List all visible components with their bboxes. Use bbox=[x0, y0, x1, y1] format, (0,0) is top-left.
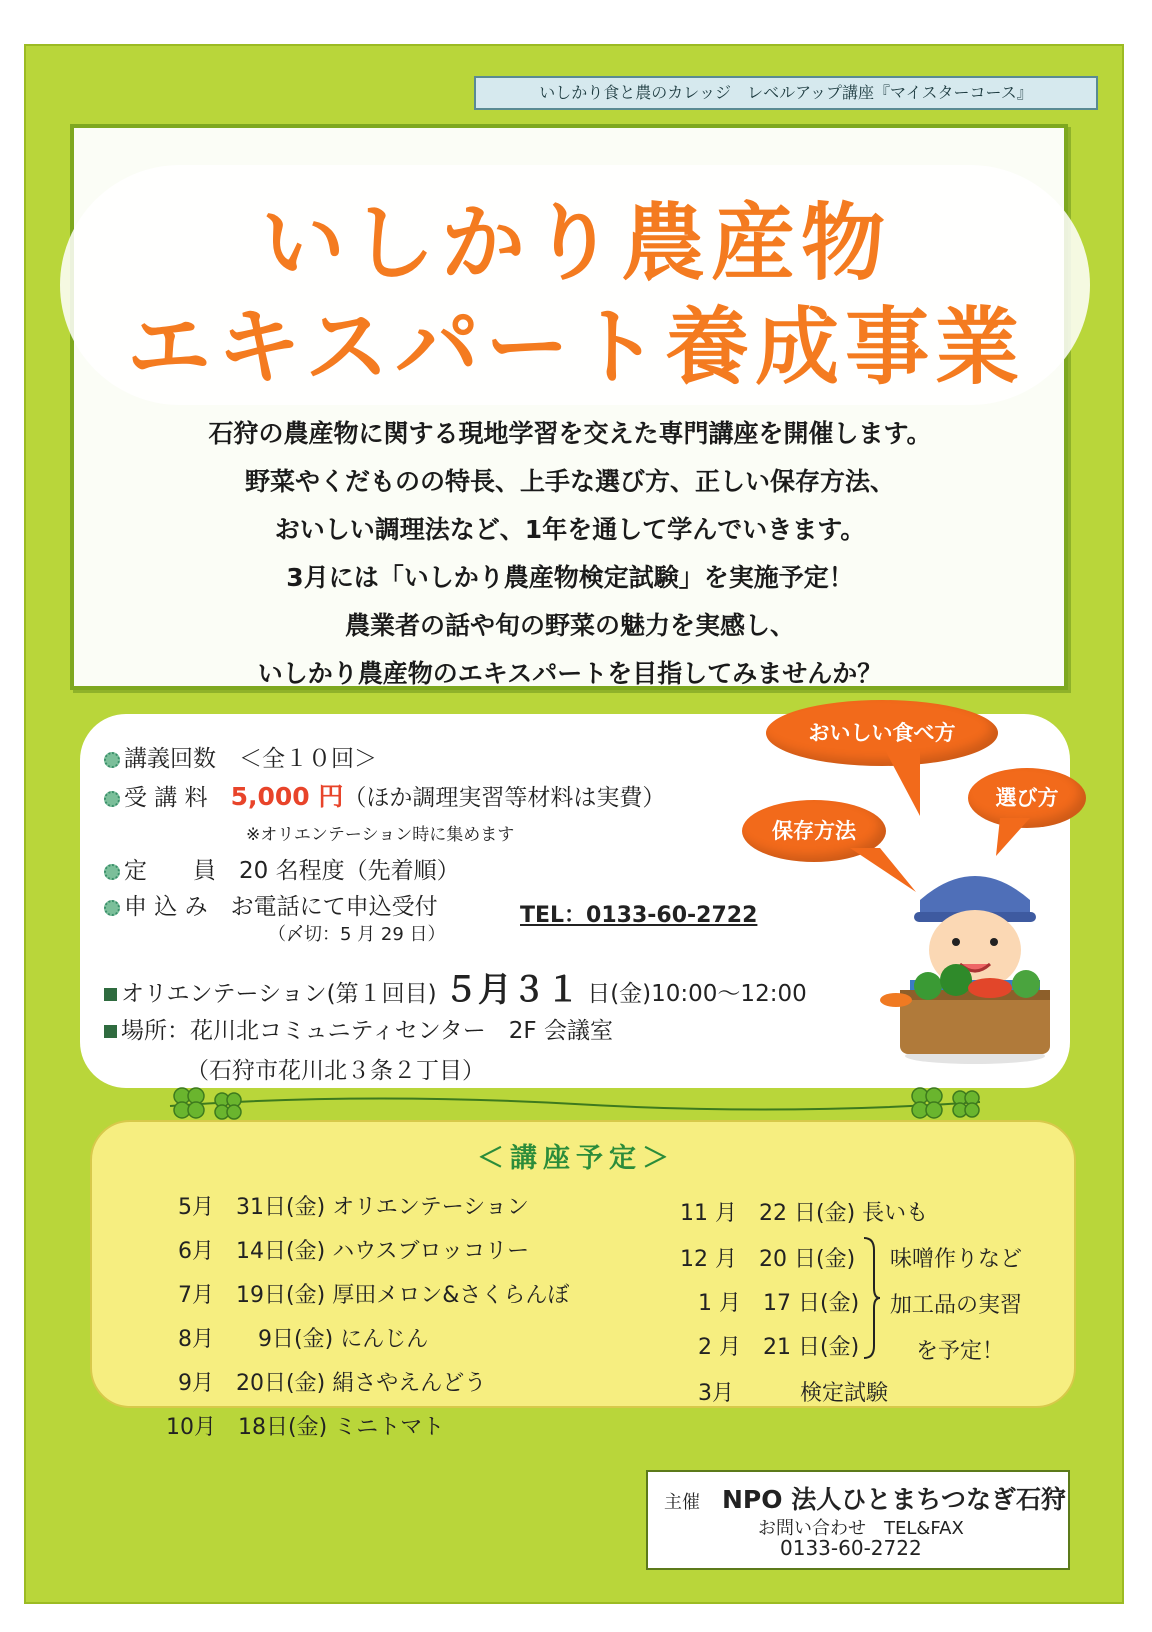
place-row bbox=[104, 1012, 613, 1045]
title-line-1: いしかり農産物 bbox=[260, 194, 891, 292]
sessions-label: 講義回数 bbox=[124, 746, 216, 772]
bubble-store: 保存方法 bbox=[742, 800, 886, 862]
bullet-icon bbox=[104, 791, 120, 807]
intro-line: 農業者の話や旬の野菜の魅力を実感し、 bbox=[344, 611, 795, 640]
bullet-icon bbox=[104, 864, 120, 880]
farmer-illustration bbox=[880, 860, 1070, 1070]
apply-deadline: （〆切：5 月 29 日） bbox=[268, 924, 446, 945]
intro-line: 3月には「いしかり農産物検定試験」を実施予定！ bbox=[286, 563, 854, 592]
orientation-date: ５月３１ bbox=[443, 970, 580, 1010]
schedule-item: 9月 20日(金) 絹さやえんどう bbox=[178, 1371, 487, 1396]
schedule-item: 7月 19日(金) 厚田メロン&さくらんぼ bbox=[178, 1283, 570, 1308]
bubble-tasty: おいしい食べ方 bbox=[766, 700, 998, 766]
organizer-name: NPO 法人ひとまちつなぎ石狩 bbox=[722, 1485, 1066, 1514]
intro-text bbox=[100, 410, 1040, 698]
bubble-tail bbox=[880, 750, 940, 820]
organizer-label: 主催 bbox=[664, 1492, 700, 1513]
fee-row bbox=[104, 777, 665, 813]
clover-vine-decoration bbox=[160, 1082, 990, 1122]
bullet-icon bbox=[104, 752, 120, 768]
square-bullet-icon bbox=[104, 1025, 117, 1038]
group-note-line: を予定！ bbox=[916, 1339, 1005, 1364]
capacity-value: 20 名程度（先着順） bbox=[239, 858, 460, 884]
sessions-row bbox=[104, 740, 377, 773]
fee-value: 5,000 円 bbox=[230, 782, 344, 811]
group-bracket bbox=[860, 1236, 882, 1360]
schedule-item: 5月 31日(金) オリエンテーション bbox=[178, 1195, 529, 1220]
fee-note: （ほか調理実習等材料は実費） bbox=[343, 785, 666, 811]
apply-value: お電話にて申込受付 bbox=[230, 894, 438, 920]
capacity-row bbox=[104, 852, 460, 885]
title-line-2: エキスパート養成事業 bbox=[126, 298, 1026, 396]
schedule-item: 10月 18日(金) ミニトマト bbox=[166, 1415, 445, 1440]
intro-line: 石狩の農産物に関する現地学習を交えた専門講座を開催します。 bbox=[208, 419, 932, 448]
contact-label: お問い合わせ TEL&FAX bbox=[758, 1518, 964, 1539]
apply-row bbox=[104, 888, 438, 921]
schedule-title: ＜講座予定＞ bbox=[477, 1143, 675, 1174]
fee-label: 受 講 料 bbox=[124, 785, 208, 811]
intro-line: おいしい調理法など、1年を通して学んでいきます。 bbox=[274, 515, 866, 544]
capacity-label: 定 員 bbox=[124, 858, 216, 884]
schedule-item: 2 月 21 日(金) bbox=[698, 1335, 860, 1360]
schedule-item: 12 月 20 日(金) bbox=[680, 1247, 856, 1272]
sessions-value: ＜全１０回＞ bbox=[239, 746, 377, 772]
fee-subnote: ※オリエンテーション時に集めます bbox=[246, 825, 515, 845]
orientation-row bbox=[104, 962, 807, 1011]
intro-line: いしかり農産物のエキスパートを目指してみませんか？ bbox=[257, 659, 883, 688]
square-bullet-icon bbox=[104, 988, 117, 1001]
schedule-item: 1 月 17 日(金) bbox=[698, 1291, 860, 1316]
group-note-line: 加工品の実習 bbox=[890, 1293, 1023, 1318]
bubble-choose: 選び方 bbox=[968, 768, 1086, 828]
place-address: （石狩市花川北３条２丁目） bbox=[186, 1058, 485, 1084]
schedule-item: 3月 検定試験 bbox=[698, 1381, 889, 1406]
place-label: 場所：花川北コミュニティセンター 2F 会議室 bbox=[121, 1018, 613, 1044]
course-tag: いしかり食と農のカレッジ レベルアップ講座『マイスターコース』 bbox=[474, 76, 1098, 110]
bubble-tail bbox=[990, 818, 1040, 858]
group-note-line: 味噌作りなど bbox=[890, 1247, 1023, 1272]
schedule-item: 6月 14日(金) ハウスブロッコリー bbox=[178, 1239, 530, 1264]
schedule-item: 11 月 22 日(金) 長いも bbox=[680, 1201, 929, 1226]
intro-line: 野菜やくだものの特長、上手な選び方、正しい保存方法、 bbox=[244, 467, 895, 496]
bullet-icon bbox=[104, 900, 120, 916]
apply-label: 申 込 み bbox=[124, 894, 208, 920]
orientation-time: 日(金)10:00～12:00 bbox=[587, 981, 807, 1007]
phone-number[interactable]: TEL：0133-60-2722 bbox=[520, 903, 758, 928]
schedule-item: 8月 9日(金) にんじん bbox=[178, 1327, 429, 1352]
organizer-phone[interactable]: 0133-60-2722 bbox=[780, 1536, 922, 1560]
orientation-label: オリエンテーション(第１回目) bbox=[121, 981, 437, 1007]
